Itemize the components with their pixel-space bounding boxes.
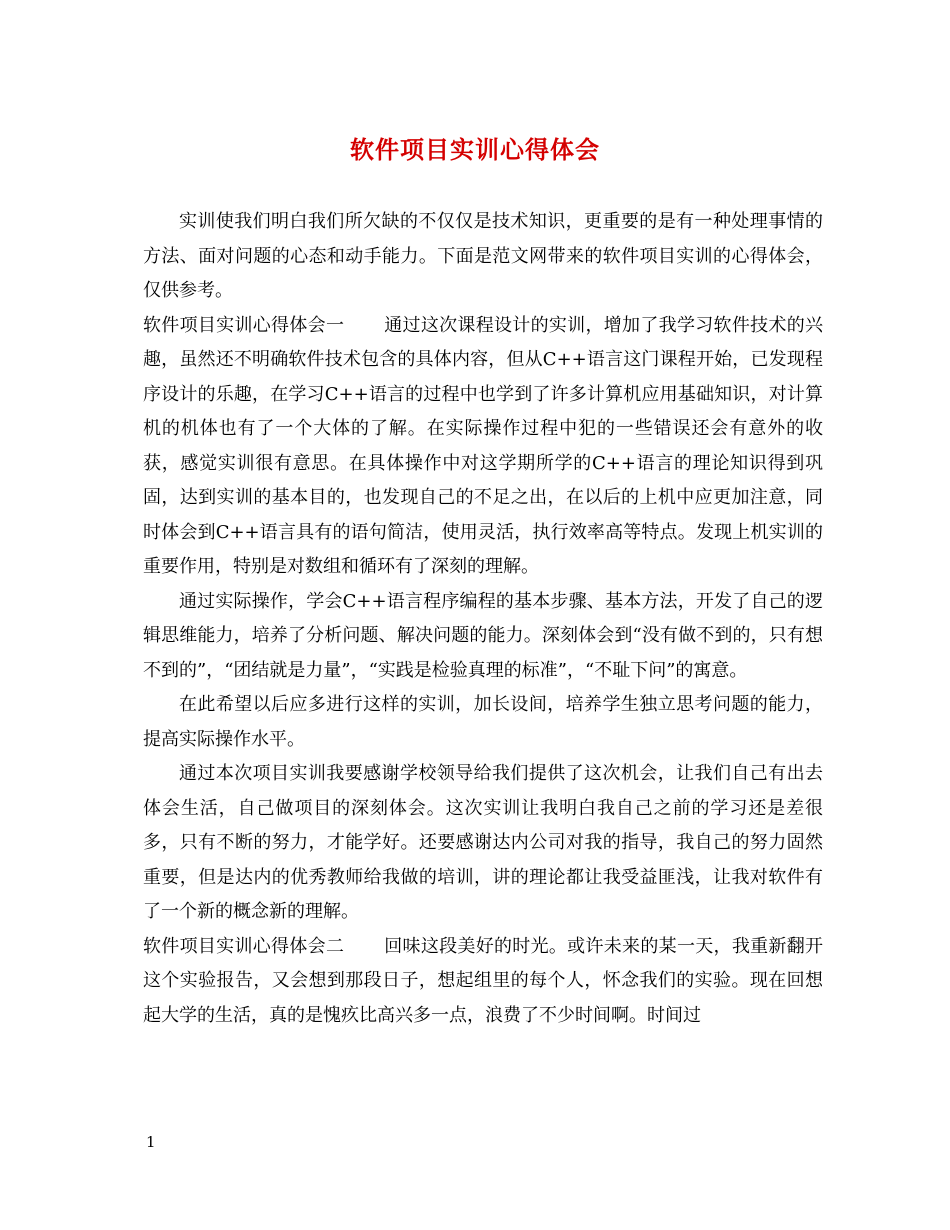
paragraph-intro: 实训使我们明白我们所欠缺的不仅仅是技术知识，更重要的是有一种处理事情的方法、面对问题的心态和动手能力。下面是范文网带来的软件项目实训的心得体会，仅供参考。 <box>143 211 823 301</box>
paragraph-thanks: 通过本次项目实训我要感谢学校领导给我们提供了这次机会，让我们自己有出去体会生活，自己做项目的深刻体会。这次实训让我明白我自己之前的学习还是差很多，只有不断的努力，才能学好。还要感谢达内公司对我的指导，我自己的努力固然重要，但是达内的优秀教师给我做的培训，讲的理论都让我受益匪浅，让我对软件有了一个新的概念新的理解。 <box>143 763 823 922</box>
document-body <box>143 205 823 1033</box>
paragraph-hope: 在此希望以后应多进行这样的实训，加长设间，培养学生独立思考问题的能力，提高实际操作水平。 <box>143 694 823 750</box>
paragraph-section-one <box>143 309 823 585</box>
section-text-two: 回味这段美好的时光。或许未来的某一天，我重新翻开这个实验报告，又会想到那段日子，想起组里的每个人，怀念我们的实验。现在回想起大学的生活，真的是愧疚比高兴多一点，浪费了不少时间啊。时间过 <box>143 935 823 1026</box>
section-heading-one: 软件项目实训心得体会一 <box>143 314 345 336</box>
paragraph-practice: 通过实际操作，学会C++语言程序编程的基本步骤、基本方法，开发了自己的逻辑思维能力，培养了分析问题、解决问题的能力。深刻体会到“没有做不到的，只有想不到的”，“团结就是力量”，“实践是检验真理的标准”，“不耻下问”的寓意。 <box>143 590 823 681</box>
paragraph-section-two <box>143 930 823 1034</box>
section-heading-two: 软件项目实训心得体会二 <box>143 935 345 957</box>
document-title: 软件项目实训心得体会 <box>350 135 600 164</box>
section-text-one: 通过这次课程设计的实训，增加了我学习软件技术的兴趣，虽然还不明确软件技术包含的具体内容，但从C++语言这门课程开始，已发现程序设计的乐趣，在学习C++语言的过程中也学到了许多计算机应用基础知识，对计算机的机体也有了一个大体的了解。在实际操作过程中犯的一些错误还会有意外的收获，感觉实训很有意思。在具体操作中对这学期所学的C++语言的理论知识得到巩固，达到实训的基本目的，也发现自己的不足之出，在以后的上机中应更加注意，同时体会到C++语言具有的语句简洁，使用灵活，执行效率高等特点。发现上机实训的重要作用，特别是对数组和循环有了深刻的理解。 <box>143 314 823 577</box>
page-number: 1 <box>146 1133 156 1151</box>
